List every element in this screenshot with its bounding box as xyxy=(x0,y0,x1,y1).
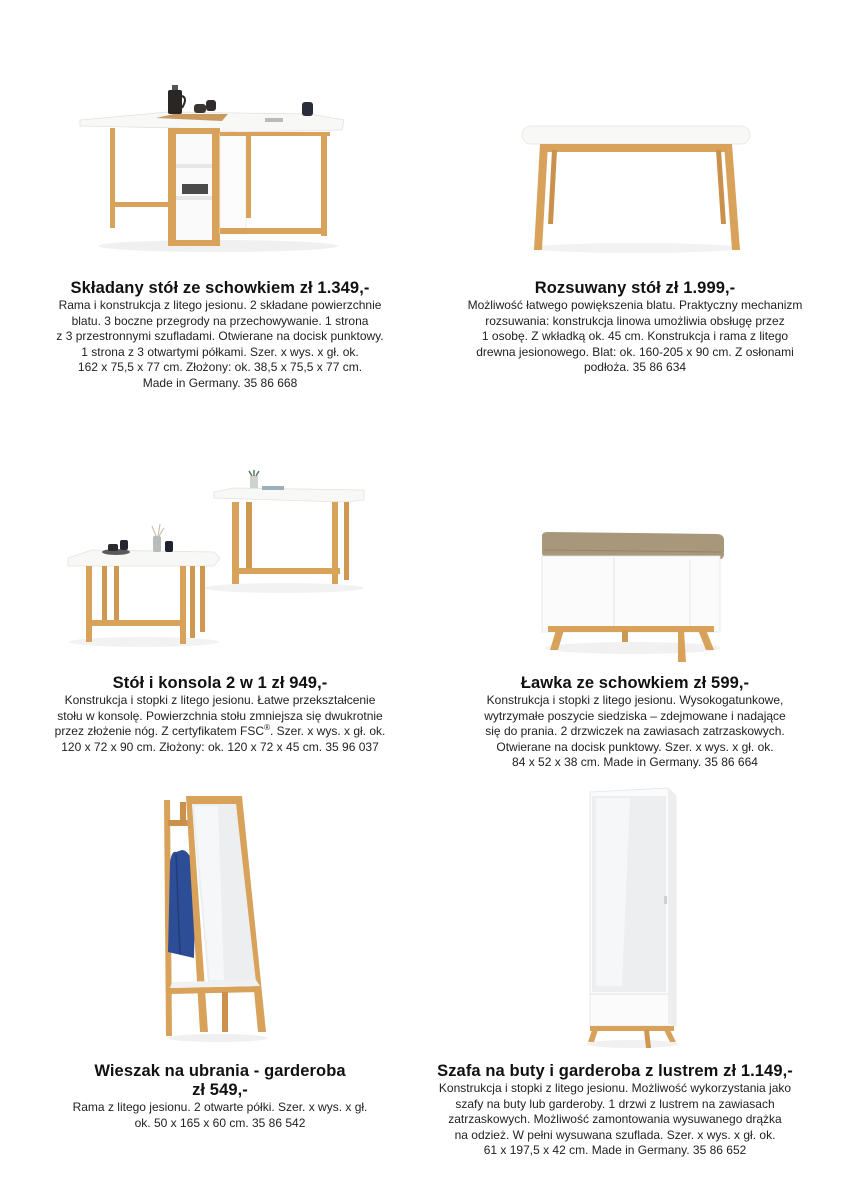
product-title xyxy=(30,1062,410,1100)
description-line: na odzież. W pełni wysuwana szuflada. Szer. x wys. x gł. ok. xyxy=(454,1127,776,1142)
description-line: Made in Germany. 35 86 668 xyxy=(142,375,298,390)
description-line: 61 x 197,5 x 42 cm. Made in Germany. 35 86 652 xyxy=(483,1143,747,1157)
product-description xyxy=(30,693,410,755)
description-line: Rama i konstrukcja z litego jesionu. 2 składane powierzchnie xyxy=(58,298,382,312)
product-title: Stół i konsola 2 w 1 zł 949,- xyxy=(112,674,328,692)
description-line: drewna jesionowego. Blat: ok. 160-205 x 90 cm. Z osłonami xyxy=(476,344,794,359)
clothes-rack-mirror-image xyxy=(158,792,270,1042)
description-line: Konstrukcja i stopki z litego jesionu. Możliwość wykorzystania jako xyxy=(438,1081,792,1095)
product-caption xyxy=(400,1062,830,1159)
product-description xyxy=(30,298,410,391)
price-line: zł 549,- xyxy=(192,1081,248,1099)
product-caption xyxy=(30,279,410,391)
product-description xyxy=(30,1100,410,1131)
description-line: rozsuwania: konstrukcja linowa umożliwia obsługę przez xyxy=(485,313,785,328)
title-line: Wieszak na ubrania - garderoba xyxy=(94,1062,346,1080)
description-line: blatu. 3 boczne przegrody na przechowywanie. 1 strona xyxy=(71,313,369,328)
description-line: Rama z litego jesionu. 2 otwarte półki. Szer. x wys. x gł. xyxy=(72,1100,368,1114)
description-line: 1 strona z 3 otwartymi półkami. Szer. x wys. x gł. ok. xyxy=(81,344,359,359)
storage-bench-image xyxy=(538,530,728,662)
description-line: podłoża. 35 86 634 xyxy=(583,360,687,374)
product-description xyxy=(440,693,830,771)
description-suffix: . Szer. x wys. x gł. ok. xyxy=(269,724,386,738)
product-caption xyxy=(440,674,830,771)
description-line: Konstrukcja i stopki z litego jesionu. Łatwe przekształcenie xyxy=(64,693,376,707)
extendable-table-image xyxy=(520,124,752,254)
description-line: 1 osobę. Z wkładką ok. 45 cm. Konstrukcja i rama z litego xyxy=(481,329,789,343)
mirror-wardrobe-image xyxy=(586,786,682,1050)
description-line: ok. 50 x 165 x 60 cm. 35 86 542 xyxy=(134,1115,306,1130)
description-line: Otwierane na docisk punktowy. Szer. x wys. x gł. ok. xyxy=(496,739,774,754)
description-line: zatrzaskowych. Możliwość zamontowania wysuwanego drążka xyxy=(448,1112,782,1126)
product-description xyxy=(440,298,830,376)
description-line: 84 x 52 x 38 cm. Made in Germany. 35 86 664 xyxy=(512,755,758,769)
description-line: z 3 przestronnymi szufladami. Otwierane na docisk punktowy. xyxy=(56,329,384,343)
product-title: Składany stół ze schowkiem zł 1.349,- xyxy=(70,279,370,297)
product-caption xyxy=(30,1062,410,1131)
product-caption xyxy=(440,279,830,376)
description-line: wytrzymałe poszycie siedziska – zdejmowane i nadające xyxy=(484,708,786,723)
product-description xyxy=(400,1081,830,1159)
fsc-text: przez złożenie nóg. Z certyfikatem FSC xyxy=(54,724,265,738)
folding-table-with-storage-image xyxy=(78,78,350,253)
table-and-console-image xyxy=(64,470,369,650)
description-line: szafy na buty lub garderoby. 1 drzwi z lustrem na zawiasach xyxy=(455,1096,775,1111)
description-line xyxy=(30,724,410,740)
description-line: się do prania. 2 drzwiczek na zawiasach zatrzaskowych. xyxy=(485,724,785,738)
product-title: Rozsuwany stół zł 1.999,- xyxy=(534,279,736,297)
product-title: Ławka ze schowkiem zł 599,- xyxy=(520,674,750,692)
product-caption xyxy=(30,674,410,755)
product-title: Szafa na buty i garderoba z lustrem zł 1.149,- xyxy=(437,1062,793,1080)
description-line: Konstrukcja i stopki z litego jesionu. Wysokogatunkowe, xyxy=(486,693,784,707)
registered-mark: ® xyxy=(264,723,270,732)
description-line: 162 x 75,5 x 77 cm. Złożony: ok. 38,5 x 75,5 x 77 cm. xyxy=(77,360,363,374)
description-line: stołu w konsolę. Powierzchnia stołu zmniejsza się dwukrotnie xyxy=(57,708,383,723)
description-line: 120 x 72 x 90 cm. Złożony: ok. 120 x 72 x 45 cm. 35 96 037 xyxy=(61,739,379,754)
description-line: Możliwość łatwego powiększenia blatu. Praktyczny mechanizm xyxy=(467,298,803,312)
